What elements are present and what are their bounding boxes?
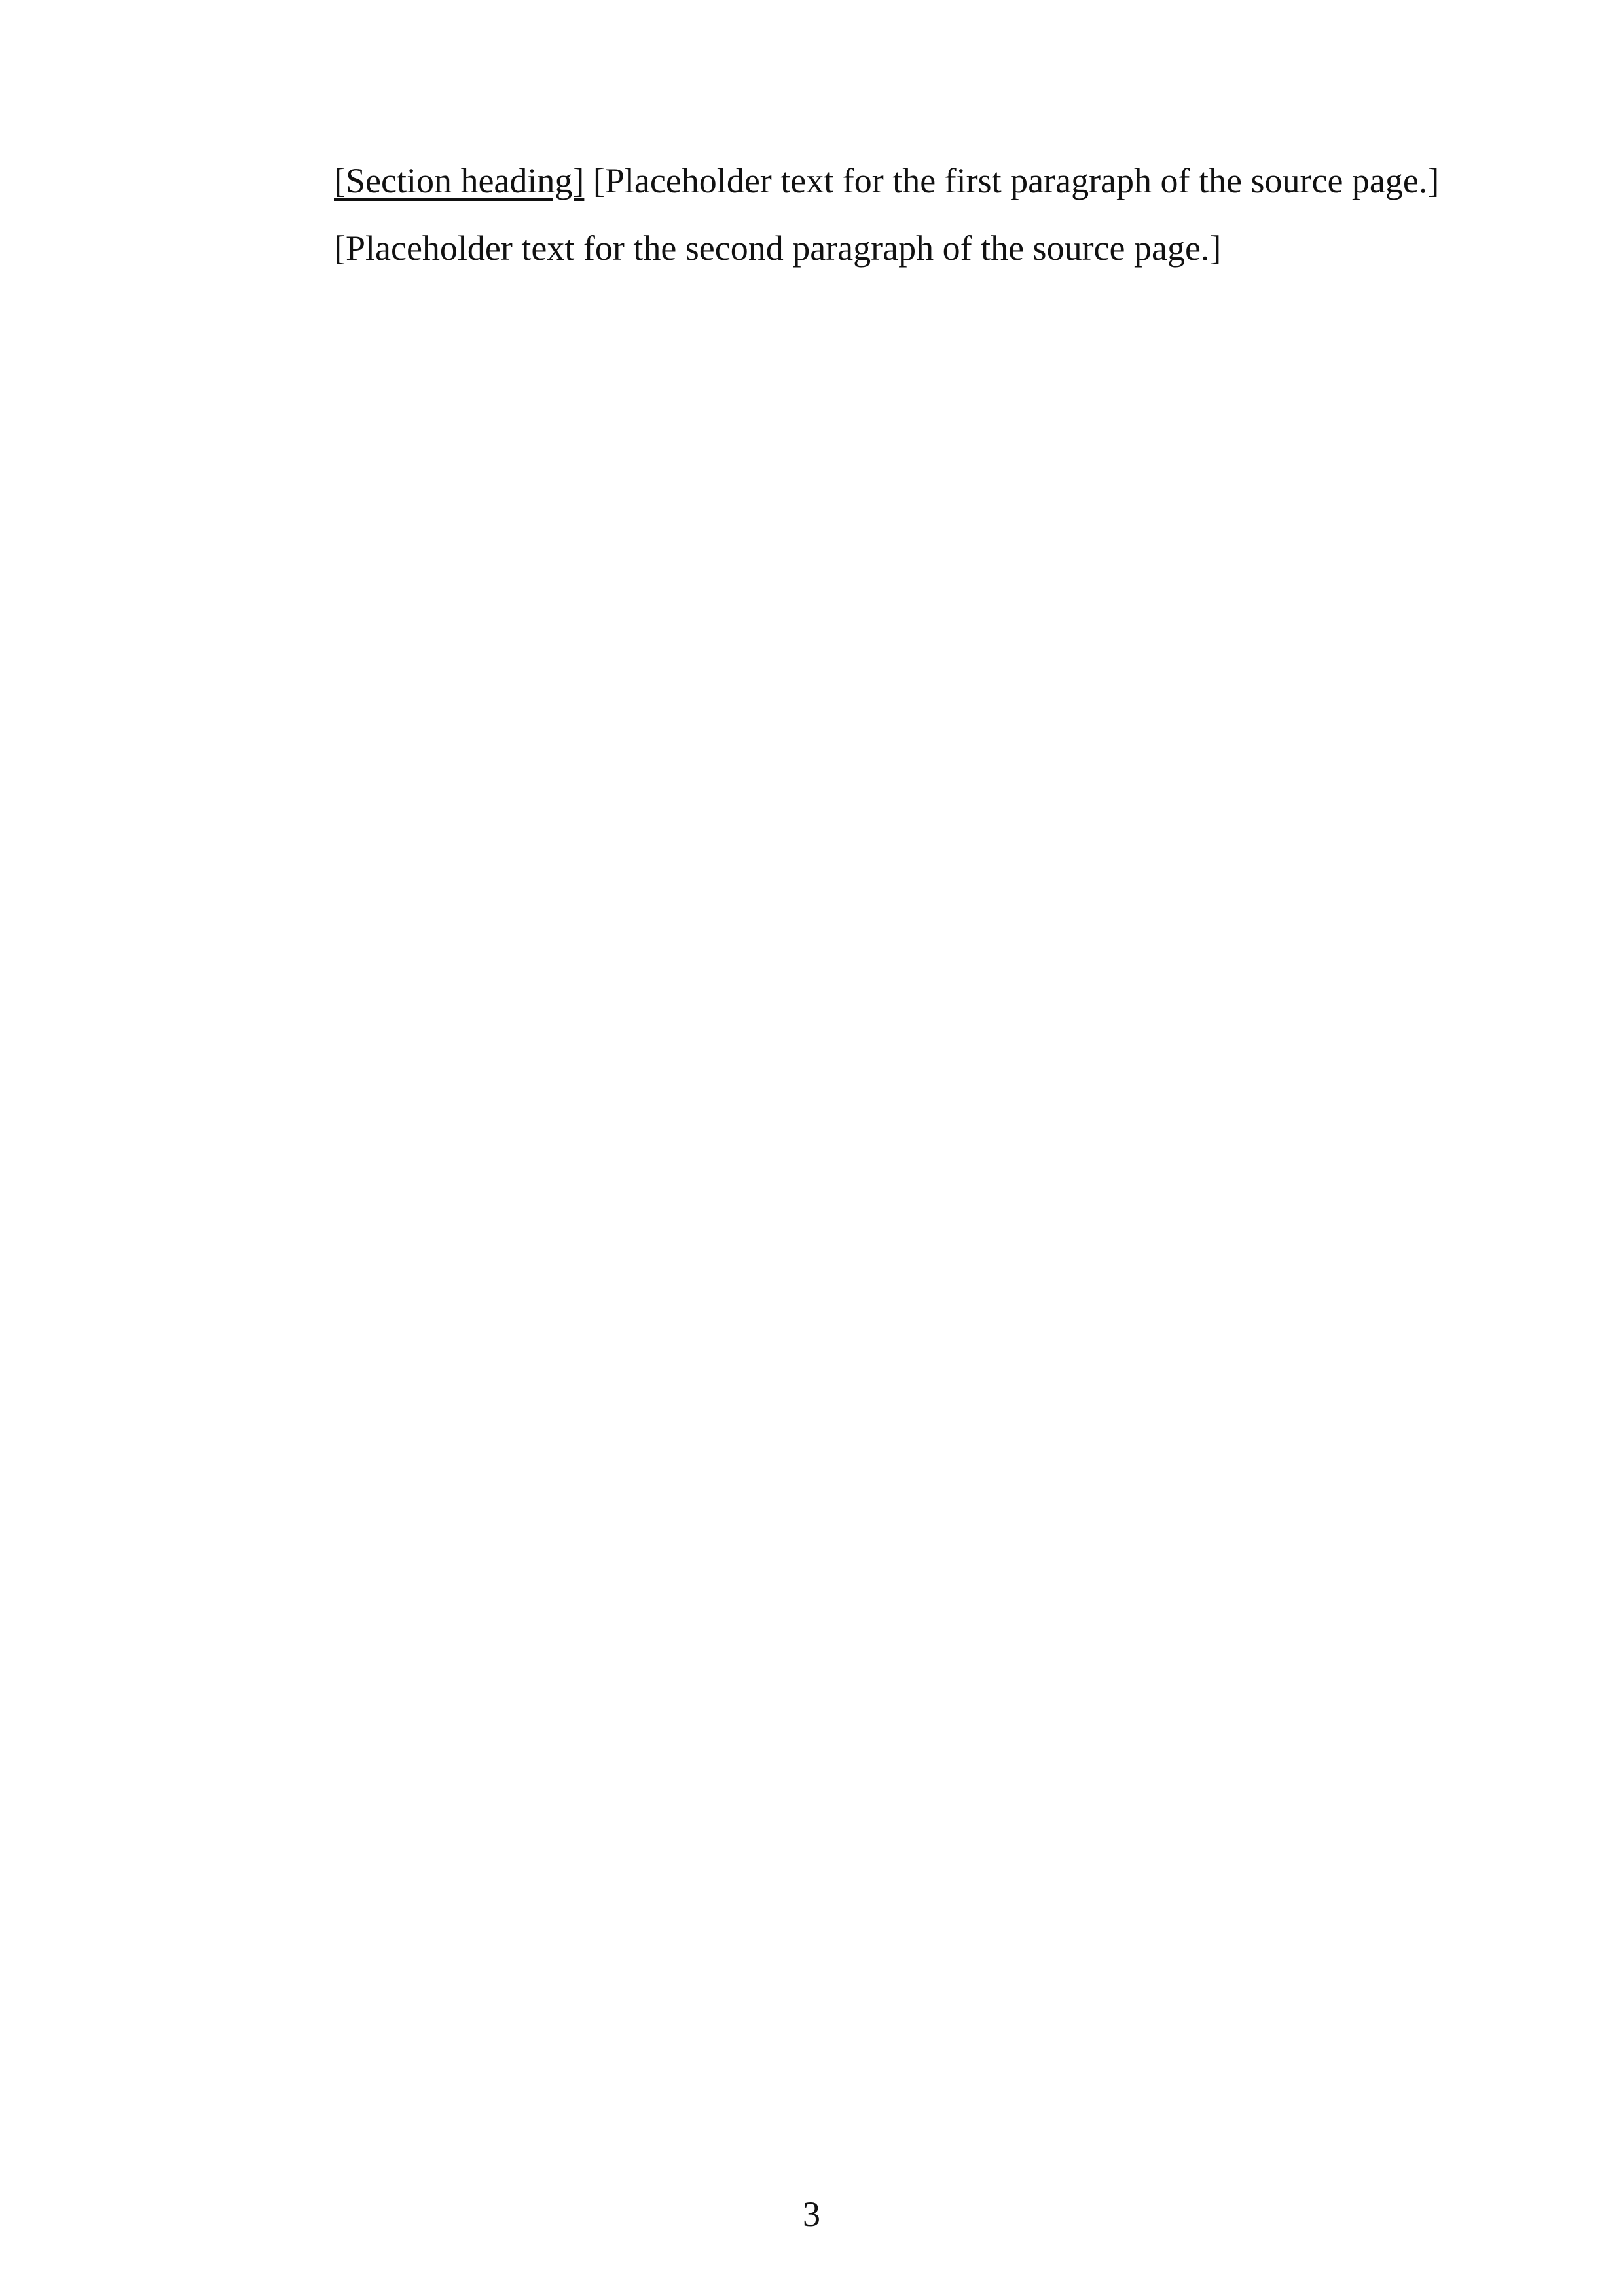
paragraph-2: [Placeholder text for the second paragraph of the source page.]	[334, 228, 1222, 268]
page-number: 3	[803, 2195, 820, 2234]
paragraph-1	[232, 147, 1541, 215]
paragraph-1-text: [Placeholder text for the first paragraph of the source page.]	[593, 161, 1440, 200]
document-page	[232, 147, 1541, 282]
section-heading: [Section heading]	[334, 161, 585, 200]
